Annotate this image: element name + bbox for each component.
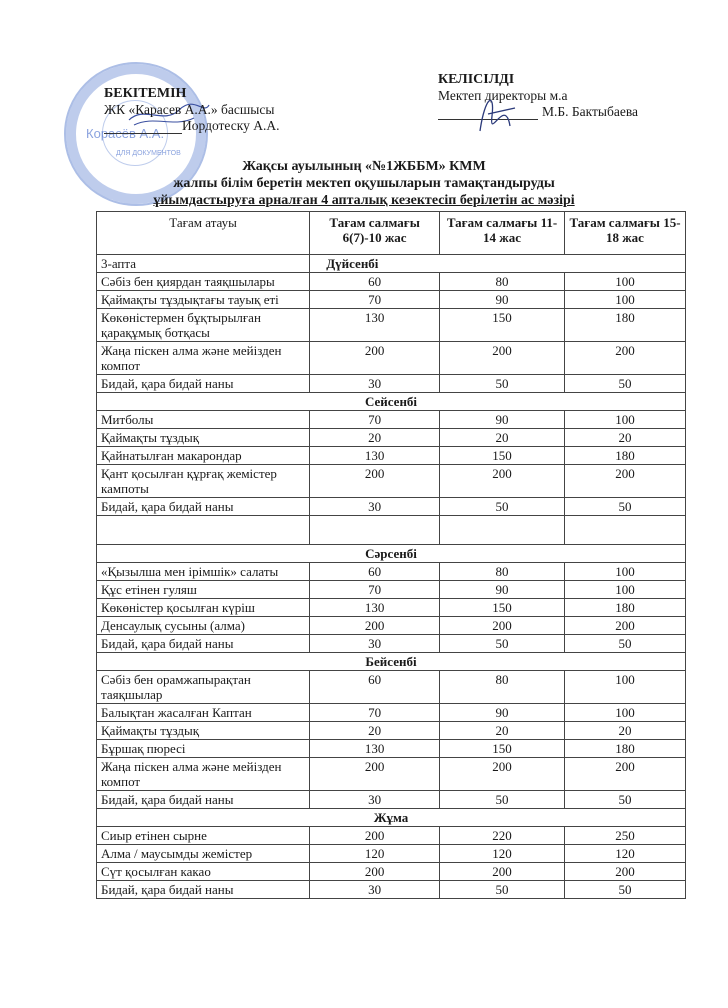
weight-age-11-14: 50 xyxy=(440,635,565,653)
day-label: Бейсенбі xyxy=(97,653,686,671)
stamp-subtext: ДЛЯ ДОКУМЕНТОВ xyxy=(116,150,181,157)
weight-age-6-10: 30 xyxy=(310,375,440,393)
weight-age-6-10: 30 xyxy=(310,881,440,899)
weight-age-15-18: 50 xyxy=(564,498,685,516)
weight-age-11-14: 120 xyxy=(440,845,565,863)
weight-age-11-14: 200 xyxy=(440,863,565,881)
table-row xyxy=(97,273,686,291)
weight-age-11-14: 90 xyxy=(440,291,565,309)
weight-age-11-14: 200 xyxy=(440,758,565,791)
table-row xyxy=(97,827,686,845)
weight-age-6-10: 60 xyxy=(310,563,440,581)
weight-age-6-10: 60 xyxy=(310,273,440,291)
weight-age-6-10: 70 xyxy=(310,291,440,309)
weight-age-15-18: 50 xyxy=(564,375,685,393)
day-header-row xyxy=(97,545,686,563)
weight-age-6-10: 200 xyxy=(310,827,440,845)
weight-age-6-10: 60 xyxy=(310,671,440,704)
weight-age-6-10: 30 xyxy=(310,791,440,809)
day-label: Дүйсенбі xyxy=(310,255,686,273)
dish-name: «Қызылша мен ірімшік» салаты xyxy=(97,563,310,581)
agreement-block xyxy=(438,72,638,120)
table-row xyxy=(97,599,686,617)
weight-age-11-14 xyxy=(440,516,565,545)
table-row xyxy=(97,498,686,516)
approval-block xyxy=(104,86,279,134)
weight-age-15-18: 180 xyxy=(564,599,685,617)
title-line-3: ұйымдастыруға арналған 4 апталық кезектесіп берілетін ас мәзірі xyxy=(153,193,575,208)
weight-age-15-18: 100 xyxy=(564,563,685,581)
weight-age-15-18: 100 xyxy=(564,671,685,704)
dish-name: Қаймақты тұздық xyxy=(97,722,310,740)
agreement-name: М.Б. Бактыбаева xyxy=(542,104,639,119)
dish-name: Қаймақты тұздық xyxy=(97,429,310,447)
header-age-6-10: Тағам салмағы 6(7)-10 жас xyxy=(310,212,440,255)
weight-age-11-14: 20 xyxy=(440,429,565,447)
day-label: Сейсенбі xyxy=(97,393,686,411)
weight-age-15-18: 200 xyxy=(564,863,685,881)
dish-name: Көкөністермен бұқтырылған қарақұмық ботқасы xyxy=(97,309,310,342)
weight-age-15-18: 120 xyxy=(564,845,685,863)
dish-name: Қант қосылған құрғақ жемістер кампоты xyxy=(97,465,310,498)
weight-age-6-10: 200 xyxy=(310,758,440,791)
dish-name: Денсаулық сусыны (алма) xyxy=(97,617,310,635)
weight-age-15-18: 100 xyxy=(564,273,685,291)
dish-name: Бидай, қара бидай наны xyxy=(97,635,310,653)
dish-name: Митболы xyxy=(97,411,310,429)
weight-age-6-10: 30 xyxy=(310,635,440,653)
table-row xyxy=(97,881,686,899)
weight-age-15-18: 100 xyxy=(564,411,685,429)
table-row xyxy=(97,516,686,545)
weight-age-15-18: 100 xyxy=(564,581,685,599)
weight-age-6-10: 130 xyxy=(310,447,440,465)
weight-age-15-18: 20 xyxy=(564,429,685,447)
weight-age-11-14: 150 xyxy=(440,309,565,342)
table-row xyxy=(97,635,686,653)
weight-age-11-14: 50 xyxy=(440,881,565,899)
agreement-title: КЕЛІСІЛДІ xyxy=(438,72,515,87)
dish-name: Қайнатылған макарондар xyxy=(97,447,310,465)
signature-agreement-icon xyxy=(470,86,520,136)
table-row xyxy=(97,465,686,498)
weight-age-11-14: 80 xyxy=(440,273,565,291)
weight-age-11-14: 150 xyxy=(440,740,565,758)
weight-age-6-10: 200 xyxy=(310,863,440,881)
weight-age-11-14: 80 xyxy=(440,671,565,704)
dish-name: Жаңа піскен алма және мейізден компот xyxy=(97,342,310,375)
approval-name: Иордотеску А.А. xyxy=(182,118,280,133)
title-line-2: жалпы білім беретін мектеп оқушыларын тамақтандыруды xyxy=(173,176,555,191)
table-row xyxy=(97,375,686,393)
weight-age-15-18: 180 xyxy=(564,309,685,342)
table-row xyxy=(97,447,686,465)
dish-name: Бидай, қара бидай наны xyxy=(97,498,310,516)
weight-age-11-14: 80 xyxy=(440,563,565,581)
table-row xyxy=(97,342,686,375)
approval-title: БЕКІТЕМІН xyxy=(104,86,187,101)
weight-age-15-18: 180 xyxy=(564,740,685,758)
day-header-row xyxy=(97,255,686,273)
dish-name: Бидай, қара бидай наны xyxy=(97,791,310,809)
weight-age-11-14: 50 xyxy=(440,791,565,809)
table-row xyxy=(97,309,686,342)
table-row xyxy=(97,758,686,791)
weight-age-11-14: 50 xyxy=(440,498,565,516)
week-label: 3-апта xyxy=(97,255,310,273)
weight-age-15-18: 50 xyxy=(564,635,685,653)
dish-name: Қаймақты тұздықтағы тауық еті xyxy=(97,291,310,309)
weight-age-6-10 xyxy=(310,516,440,545)
weight-age-15-18: 200 xyxy=(564,465,685,498)
weight-age-15-18: 20 xyxy=(564,722,685,740)
dish-name: Сәбіз бен қиярдан таяқшылары xyxy=(97,273,310,291)
table-row xyxy=(97,429,686,447)
table-row xyxy=(97,291,686,309)
weight-age-15-18: 200 xyxy=(564,342,685,375)
weight-age-6-10: 70 xyxy=(310,581,440,599)
weight-age-15-18: 200 xyxy=(564,617,685,635)
document-title xyxy=(0,158,728,209)
menu-table xyxy=(96,211,686,899)
weight-age-11-14: 20 xyxy=(440,722,565,740)
weight-age-15-18: 50 xyxy=(564,881,685,899)
weight-age-11-14: 50 xyxy=(440,375,565,393)
weight-age-15-18 xyxy=(564,516,685,545)
weight-age-6-10: 200 xyxy=(310,342,440,375)
dish-name: Жаңа піскен алма және мейізден компот xyxy=(97,758,310,791)
weight-age-11-14: 200 xyxy=(440,617,565,635)
day-header-row xyxy=(97,653,686,671)
dish-name: Балықтан жасалған Каптан xyxy=(97,704,310,722)
title-line-1: Жақсы ауылының «№1ЖББМ» КММ xyxy=(242,159,486,174)
agreement-position: Мектеп директоры м.а xyxy=(438,88,568,103)
day-label: Жұма xyxy=(97,809,686,827)
table-row xyxy=(97,845,686,863)
table-row xyxy=(97,581,686,599)
table-row xyxy=(97,617,686,635)
weight-age-6-10: 30 xyxy=(310,498,440,516)
weight-age-15-18: 50 xyxy=(564,791,685,809)
weight-age-6-10: 130 xyxy=(310,740,440,758)
approval-position: ЖК «Карасев А.А.» басшысы xyxy=(104,102,275,117)
day-header-row xyxy=(97,393,686,411)
dish-name: Алма / маусымды жемістер xyxy=(97,845,310,863)
dish-name: Көкөністер қосылған күріш xyxy=(97,599,310,617)
weight-age-15-18: 100 xyxy=(564,704,685,722)
header-age-11-14: Тағам салмағы 11-14 жас xyxy=(440,212,565,255)
table-row xyxy=(97,740,686,758)
weight-age-6-10: 70 xyxy=(310,411,440,429)
header-dish-name: Тағам атауы xyxy=(97,212,310,255)
weight-age-11-14: 200 xyxy=(440,342,565,375)
weight-age-6-10: 120 xyxy=(310,845,440,863)
header-age-15-18: Тағам салмағы 15-18 жас xyxy=(564,212,685,255)
weight-age-11-14: 200 xyxy=(440,465,565,498)
day-header-row xyxy=(97,809,686,827)
weight-age-11-14: 90 xyxy=(440,704,565,722)
weight-age-11-14: 150 xyxy=(440,447,565,465)
menu-table-body xyxy=(97,255,686,899)
dish-name: Бұршақ пюресі xyxy=(97,740,310,758)
day-label: Сәрсенбі xyxy=(97,545,686,563)
weight-age-6-10: 70 xyxy=(310,704,440,722)
weight-age-15-18: 100 xyxy=(564,291,685,309)
weight-age-6-10: 130 xyxy=(310,599,440,617)
dish-name: Сүт қосылған какао xyxy=(97,863,310,881)
stamp-text: Корасёв А.А. xyxy=(86,126,165,141)
table-row xyxy=(97,411,686,429)
table-row xyxy=(97,704,686,722)
dish-name: Құс етінен гуляш xyxy=(97,581,310,599)
table-row xyxy=(97,791,686,809)
weight-age-15-18: 180 xyxy=(564,447,685,465)
table-row xyxy=(97,722,686,740)
weight-age-11-14: 90 xyxy=(440,581,565,599)
dish-name: Сиыр етінен сырне xyxy=(97,827,310,845)
table-row xyxy=(97,863,686,881)
weight-age-11-14: 90 xyxy=(440,411,565,429)
weight-age-15-18: 250 xyxy=(564,827,685,845)
weight-age-6-10: 20 xyxy=(310,429,440,447)
dish-name: Бидай, қара бидай наны xyxy=(97,881,310,899)
dish-name: Сәбіз бен орамжапырақтан таяқшылар xyxy=(97,671,310,704)
signature-line xyxy=(104,133,182,134)
table-row xyxy=(97,563,686,581)
weight-age-6-10: 200 xyxy=(310,617,440,635)
weight-age-11-14: 220 xyxy=(440,827,565,845)
weight-age-6-10: 20 xyxy=(310,722,440,740)
dish-name: Бидай, қара бидай наны xyxy=(97,375,310,393)
table-row xyxy=(97,671,686,704)
weight-age-6-10: 200 xyxy=(310,465,440,498)
weight-age-6-10: 130 xyxy=(310,309,440,342)
weight-age-15-18: 200 xyxy=(564,758,685,791)
weight-age-11-14: 150 xyxy=(440,599,565,617)
dish-name xyxy=(97,516,310,545)
